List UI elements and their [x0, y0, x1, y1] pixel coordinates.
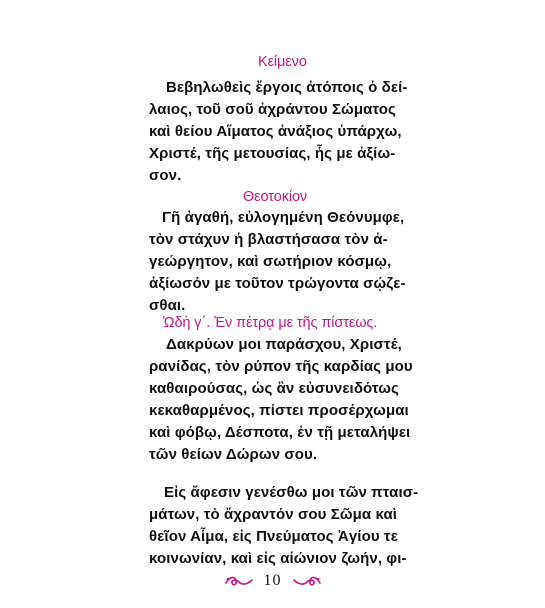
- text-line: μάτων, τὸ ἄχραντόν σου Σῶμα καὶ: [149, 506, 398, 523]
- text-line: Εἰς ἄφεσιν γενέσθω μοι τῶν πταισ-: [164, 484, 419, 501]
- text-line: σθαι.: [149, 297, 186, 314]
- text-line: θεῖον Αἷμα, εἰς Πνεύματος Ἁγίου τε: [149, 528, 398, 545]
- text-line: καὶ θείου Αἵματος ἀνάξιος ὑπάρχω,: [149, 123, 402, 140]
- text-line: Βεβηλωθεὶς ἔργοις ἀτόποις ὁ δεί-: [166, 79, 408, 96]
- section-heading-kimeno: Κείμενο: [258, 54, 307, 70]
- section-heading-ode: Ὠδὴ γ΄. Ἐν πέτρᾳ με τῆς πίστεως.: [163, 315, 378, 331]
- text-line: τῶν θείων Δώρων σου.: [149, 446, 318, 463]
- text-line: καὶ φόβῳ, Δέσποτα, ἐν τῇ μεταλήψει: [149, 424, 411, 441]
- text-line: τὸν στάχυν ἡ βλαστήσασα τὸν ἀ-: [149, 231, 388, 248]
- text-line: σον.: [149, 167, 182, 184]
- text-line: ἀξίωσόν με τοῦτον τρώγοντα σῴζε-: [149, 275, 406, 292]
- text-line: γεώργητον, καὶ σωτήριον κόσμῳ,: [149, 253, 392, 270]
- flourish-left-icon: [224, 574, 254, 588]
- text-line: Χριστέ, τῆς μετουσίας, ἧς με ἀξίω-: [149, 145, 396, 162]
- page-number: 10: [263, 572, 282, 589]
- text-line: λαιος, τοῦ σοῦ ἀχράντου Σώματος: [149, 101, 396, 118]
- text-line: καθαιρούσας, ὡς ἂν εὐσυνειδότως: [149, 380, 399, 397]
- text-line: κεκαθαρμένος, πίστει προσέρχωμαι: [149, 402, 409, 419]
- flourish-right-icon: [292, 574, 322, 588]
- section-heading-theotokion: Θεοτοκίον: [243, 189, 308, 205]
- text-line: κοινωνίαν, καὶ εἰς αἰώνιον ζωήν, φι-: [149, 550, 407, 567]
- page-footer: [0, 572, 545, 590]
- text-line: ρανίδας, τὸν ρύπον τῆς καρδίας μου: [149, 358, 413, 375]
- text-line: Γῆ ἀγαθή, εὐλογημένη Θεόνυμφε,: [162, 209, 405, 226]
- text-line: Δακρύων μοι παράσχου, Χριστέ,: [166, 336, 402, 353]
